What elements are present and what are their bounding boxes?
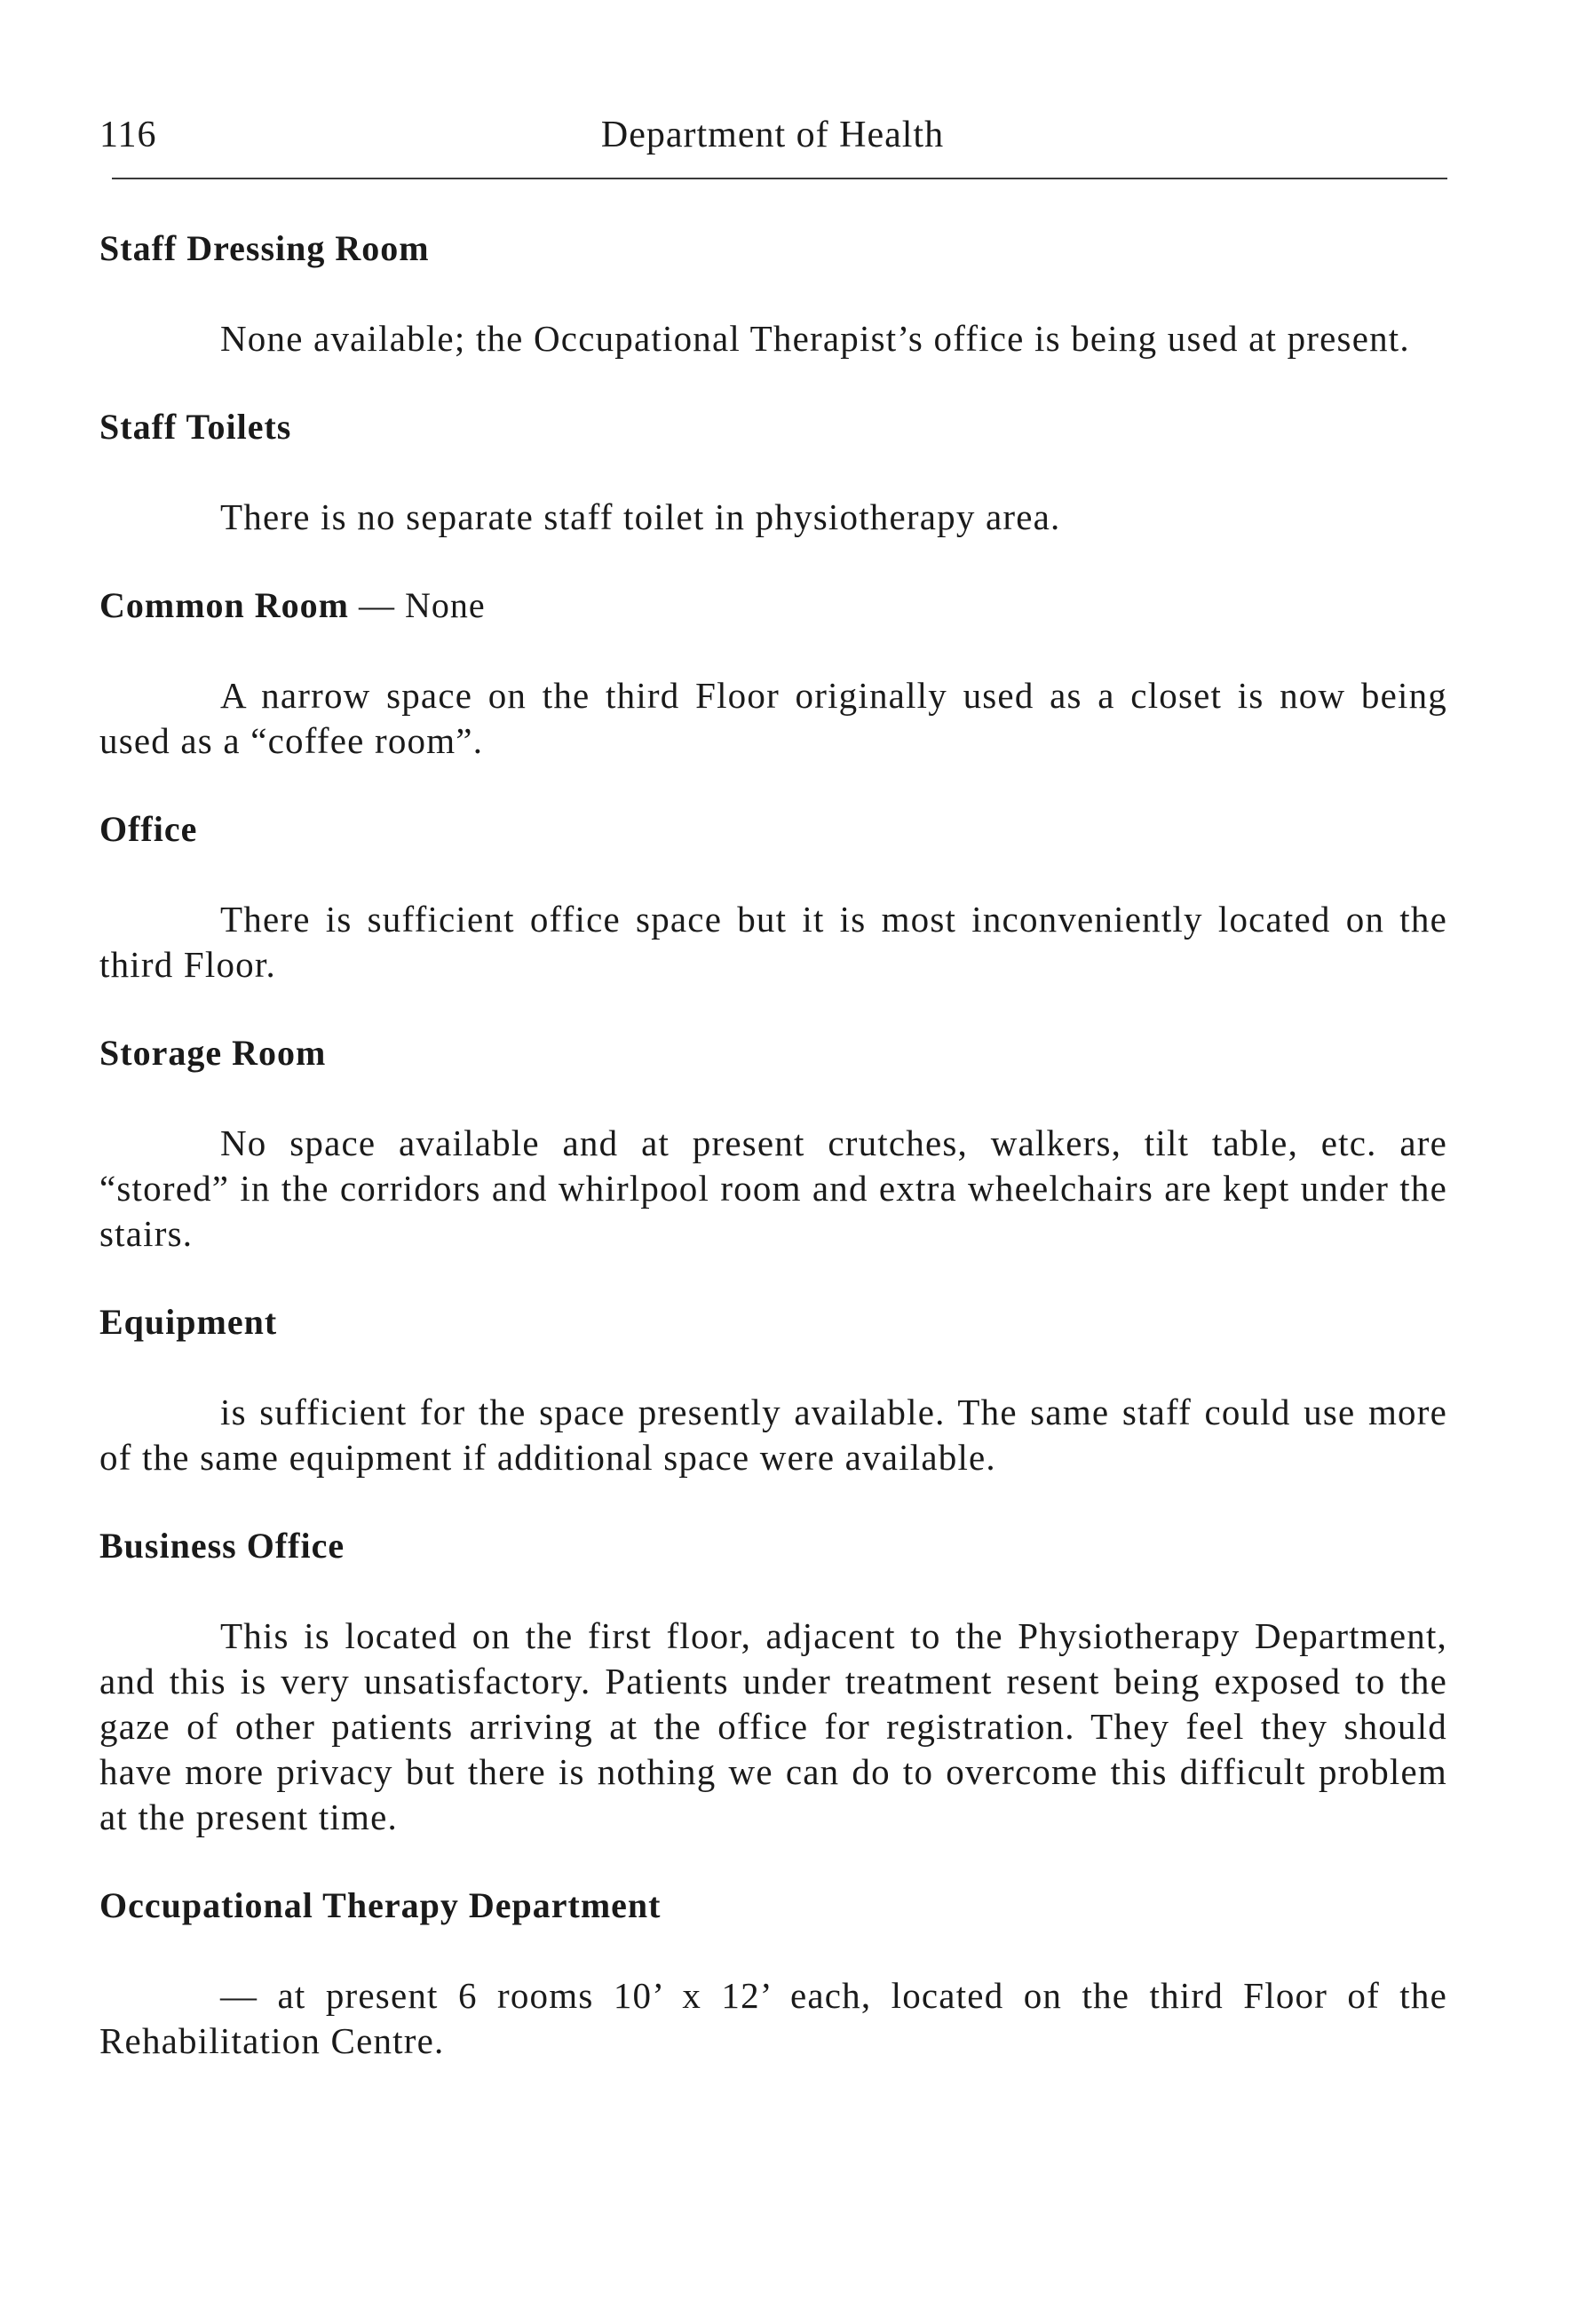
heading-text: Business Office: [99, 1526, 345, 1566]
section-occupational-therapy-department: [99, 1870, 1447, 2064]
page-content: [99, 213, 1447, 2094]
section-body: is sufficient for the space presently available. The same staff could use more of the same equipment if additional space were available.: [99, 1392, 1447, 1478]
section-equipment: [99, 1287, 1447, 1480]
header-rule: [112, 178, 1447, 179]
heading-suffix: — None: [348, 585, 486, 625]
running-head: [99, 114, 1446, 167]
section-body: There is sufficient office space but it is most inconveniently located on the third Floor.: [99, 899, 1447, 985]
heading-text: Common Room: [99, 585, 349, 625]
section-heading: [99, 794, 1447, 865]
heading-text: Equipment: [99, 1302, 278, 1342]
section-body: This is located on the first floor, adjacent to the Physiotherapy Department, and this is very unsatisfactory. Patients under treatment resent being exposed to the gaze of other patients arriving at the office for registration. They feel they should have more privacy but there is nothing we can do to overcome this difficult problem at the present time.: [99, 1615, 1447, 1837]
section-office: [99, 794, 1447, 988]
section-heading: [99, 1018, 1447, 1089]
section-staff-dressing-room: [99, 213, 1447, 361]
section-heading: [99, 1511, 1447, 1582]
section-heading: [99, 392, 1447, 463]
heading-text: Storage Room: [99, 1033, 327, 1073]
section-staff-toilets: [99, 392, 1447, 540]
section-business-office: [99, 1511, 1447, 1840]
page-number: 116: [99, 115, 157, 155]
section-body: A narrow space on the third Floor originally used as a closet is now being used as a “coffee room”.: [99, 675, 1447, 761]
section-body: There is no separate staff toilet in physiotherapy area.: [220, 496, 1061, 537]
heading-text: Staff Dressing Room: [99, 228, 430, 268]
heading-text: Staff Toilets: [99, 407, 292, 447]
section-heading: [99, 1287, 1447, 1358]
heading-text: Occupational Therapy Department: [99, 1885, 662, 1925]
section-body: — at present 6 rooms 10’ x 12’ each, located on the third Floor of the Rehabilitation Centre.: [99, 1975, 1447, 2061]
heading-text: Office: [99, 809, 198, 849]
section-body: No space available and at present crutches, walkers, tilt table, etc. are “stored” in the corridors and whirlpool room and extra wheelchairs are kept under the stairs.: [99, 1122, 1447, 1254]
section-storage-room: [99, 1018, 1447, 1257]
section-body: None available; the Occupational Therapist’s office is being used at present.: [220, 318, 1410, 359]
section-common-room: [99, 570, 1447, 764]
section-heading: [99, 213, 1447, 284]
section-heading: [99, 570, 1447, 641]
running-title: Department of Health: [600, 115, 945, 155]
section-heading: [99, 1870, 1447, 1941]
